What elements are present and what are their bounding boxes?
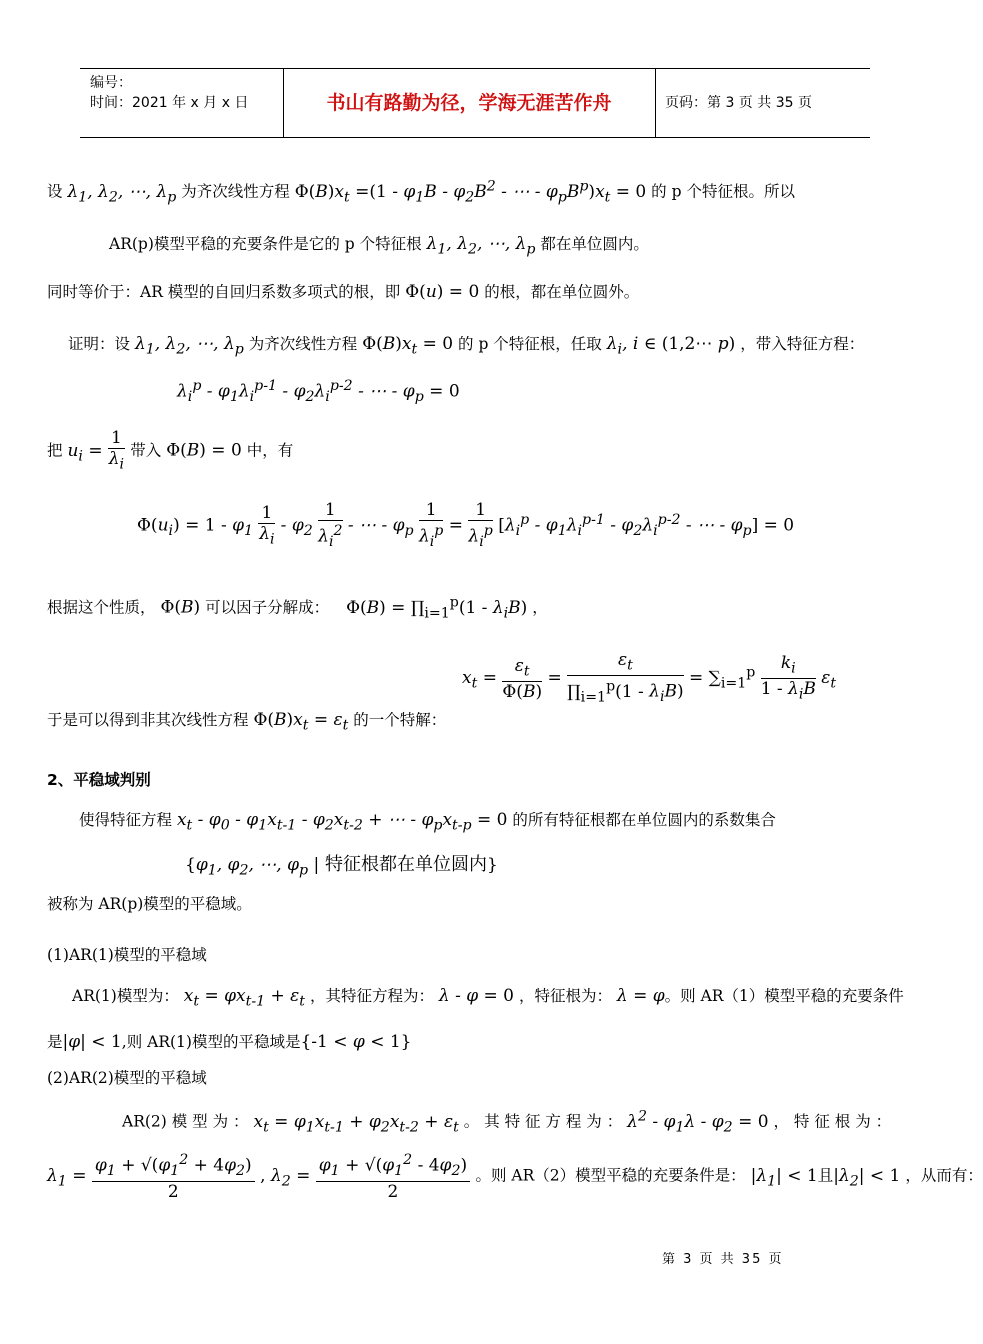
paragraph-12	[122, 1108, 891, 1135]
formula-phi-u-i: $\Phi(u_i) = 1 - \varphi_1$ $\frac{1}{\lambda_i}$ - $\varphi_2$ $\frac{1}{\lambda_i^2}$ - ⋯ - $\varphi_p$ $\frac{1}{\lambda_i^p}$ = $\frac{1}{\lambda_i^p}$ [$\lambda_i^p - \varphi_1\lambda_i^{p-1} - \varphi_2\lambda_i^{p-2}$ - ⋯ - $\varphi_p] = 0$	[137, 500, 795, 551]
text: 使得特征方程	[79, 811, 173, 829]
text: 是	[47, 1033, 63, 1051]
formula-phi-b-x: $\Phi(B)x_t = 0$	[362, 334, 454, 358]
text: 为齐次线性方程	[181, 182, 290, 201]
text: ，特征根为：	[518, 987, 612, 1005]
formula-phi-b-zero: Φ(B) = 0	[166, 440, 242, 461]
text: 的 p 个特征根，任取	[458, 335, 602, 353]
ar2-title: (2)AR(2)模型的平稳域	[47, 1069, 207, 1087]
header-page: 页码：第 3 页 共 35 页	[665, 95, 812, 111]
formula-factorization: $\Phi(B) = \prod_{i=1}^p(1 - \lambda_iB)$	[346, 594, 528, 622]
text: 。则 AR（2）模型平稳的充要条件是：	[475, 1166, 746, 1185]
formula-characteristic: $\lambda_i^p - \varphi_1\lambda_i^{p-1} - \varphi_2\lambda_i^{p-2}$ - ⋯ - $\varphi_p = 0$	[177, 378, 460, 406]
formula-ar1-root: λ = φ	[616, 986, 665, 1006]
formula-roots: $\lambda_1$, $\lambda_2$, ⋯, $\lambda_p$	[67, 181, 177, 206]
formula-ar2-roots: $\lambda_1$ = $\frac{\varphi_1 + √(\varphi_1^2 + 4\varphi_2)}{2}$ , $\lambda_2$ = $\frac{\varphi_1 + √(\varphi_1^2 - 4\varphi_2)}{2}$	[47, 1166, 476, 1186]
formula-ar2-condition-2: $|\lambda_2| < 1$	[833, 1165, 901, 1189]
formula-ar1-model: $x_t = \varphi x_{t-1} + \varepsilon_t$	[183, 986, 305, 1010]
formula-ar1-region: {-1 < φ < 1}	[300, 1032, 412, 1052]
text: ，其特征方程为：	[309, 987, 434, 1005]
text: ，从而有：	[905, 1166, 983, 1185]
paragraph-13	[47, 1150, 983, 1202]
formula-ar2-model: $x_t = \varphi_1x_{t-1} + \varphi_2x_{t-2} + \varepsilon_t$	[253, 1111, 459, 1136]
formula-ar2-condition: $|\lambda_1| < 1$	[750, 1165, 818, 1189]
paragraph-11	[47, 1030, 411, 1052]
text: 可以因子分解成：	[205, 598, 330, 617]
text: 。则 AR（1）模型平稳的充要条件	[664, 987, 904, 1005]
formula-ar1-condition: |φ| < 1	[62, 1032, 122, 1052]
formula-u-i: $u_i$ = $\frac{1}{\lambda_i}$	[67, 428, 125, 473]
formula-coefficient-set: {$\varphi_1$, $\varphi_2$, ⋯, $\varphi_p$ |	[185, 855, 320, 879]
text: AR(p)模型平稳的充要条件是它的 p 个特征根	[109, 235, 422, 253]
section-heading: 2、平稳域判别	[47, 771, 151, 789]
text: 的根，都在单位圆外。	[484, 283, 640, 301]
text: 把	[47, 441, 63, 460]
formula-nonhomogeneous: $\Phi(B)x_t = \varepsilon_t$	[253, 710, 349, 734]
header-time: 时间：2021 年 x 月 x 日	[90, 95, 249, 111]
paragraph-2	[109, 232, 649, 257]
formula-char-equation: $x_t - \varphi_0 - \varphi_1x_{t-1} - \varphi_2x_{t-2}$ + ⋯ - $\varphi_px_{t-p} = 0$	[176, 810, 508, 834]
text: 都在单位圆内。	[540, 235, 649, 253]
text: 同时等价于：AR 模型的自回归系数多项式的根，即	[47, 283, 401, 301]
text: AR(2) 模 型 为 ：	[122, 1112, 249, 1131]
paragraph-6	[47, 594, 548, 621]
text: 中，有	[246, 441, 294, 460]
formula-ar1-char: λ - φ = 0	[438, 986, 514, 1006]
text: 于是可以得到非其次线性方程	[47, 711, 249, 729]
header-meta	[90, 73, 248, 113]
header-number: 编号：	[90, 75, 132, 91]
formula-phi-b: Φ(B)	[160, 597, 201, 618]
formula-stationary-set: {$\varphi_1$, $\varphi_2$, ⋯, $\varphi_p$ | 特征根都在单位圆内}	[185, 854, 498, 879]
page-header	[80, 68, 870, 138]
paragraph-3	[47, 280, 639, 302]
paragraph-4	[68, 332, 864, 357]
ar1-title: (1)AR(1)模型的平稳域	[47, 946, 207, 964]
formula-ar2-char: $\lambda^2 - \varphi_1\lambda - \varphi_2 = 0$	[627, 1108, 769, 1136]
text: 根据这个性质，	[47, 598, 156, 617]
text: ,则 AR(1)模型的平稳域是	[121, 1033, 301, 1051]
header-divider	[655, 69, 656, 137]
text: 设	[47, 182, 63, 201]
paragraph-8	[79, 808, 776, 833]
paragraph-5	[47, 428, 293, 474]
formula-homogeneous-eq: $\Phi(B)x_t =(1 - \varphi_1B - \varphi_2B^2$ - ⋯ - $\varphi_pB^p)x_t = 0$	[294, 178, 647, 206]
text: 的一个特解：	[353, 711, 447, 729]
paragraph-1	[47, 178, 795, 205]
formula-roots: $\lambda_1$, $\lambda_2$, ⋯, $\lambda_p$	[426, 234, 536, 258]
text: ，带入特征方程：	[740, 335, 865, 353]
text: ， 特 征 根 为 ：	[773, 1112, 892, 1131]
text: 的所有特征根都在单位圆内的系数集合	[512, 811, 776, 829]
paragraph-9: 被称为 AR(p)模型的平稳域。	[47, 895, 252, 913]
text: 的 p 个特征根。所以	[651, 182, 795, 201]
text: 。 其 特 征 方 程 为 ：	[463, 1112, 623, 1131]
text: 为齐次线性方程	[248, 335, 358, 353]
text: 带入	[130, 441, 162, 460]
formula-roots: $\lambda_1$, $\lambda_2$, ⋯, $\lambda_p$	[134, 334, 244, 358]
paragraph-10	[72, 984, 904, 1009]
text: 且	[817, 1166, 834, 1185]
header-motto: 书山有路勤为径，学海无涯苦作舟	[326, 92, 612, 114]
text: AR(1)模型为：	[72, 987, 179, 1005]
paragraph-7	[47, 708, 446, 733]
page-footer: 第 3 页 共 35 页	[662, 1252, 784, 1267]
formula-particular-solution: $x_t$ = $\frac{\varepsilon_t}{\Phi(B)}$ = $\frac{\varepsilon_t}{\prod_{i=1}^p(1 - \lambda_iB)}$ = $\sum_{i=1}^p$ $\frac{k_i}{1 - \lambda_iB}$ $\varepsilon_t$	[462, 650, 837, 706]
set-condition: 特征根都在单位圆内	[324, 854, 487, 875]
formula-lambda-i: $\lambda_i$, i ∈ (1,2⋯ p)	[606, 334, 736, 358]
text: 证明：设	[68, 335, 131, 353]
formula-phi-u: Φ(u) = 0	[405, 282, 480, 302]
text: ，	[532, 598, 548, 617]
